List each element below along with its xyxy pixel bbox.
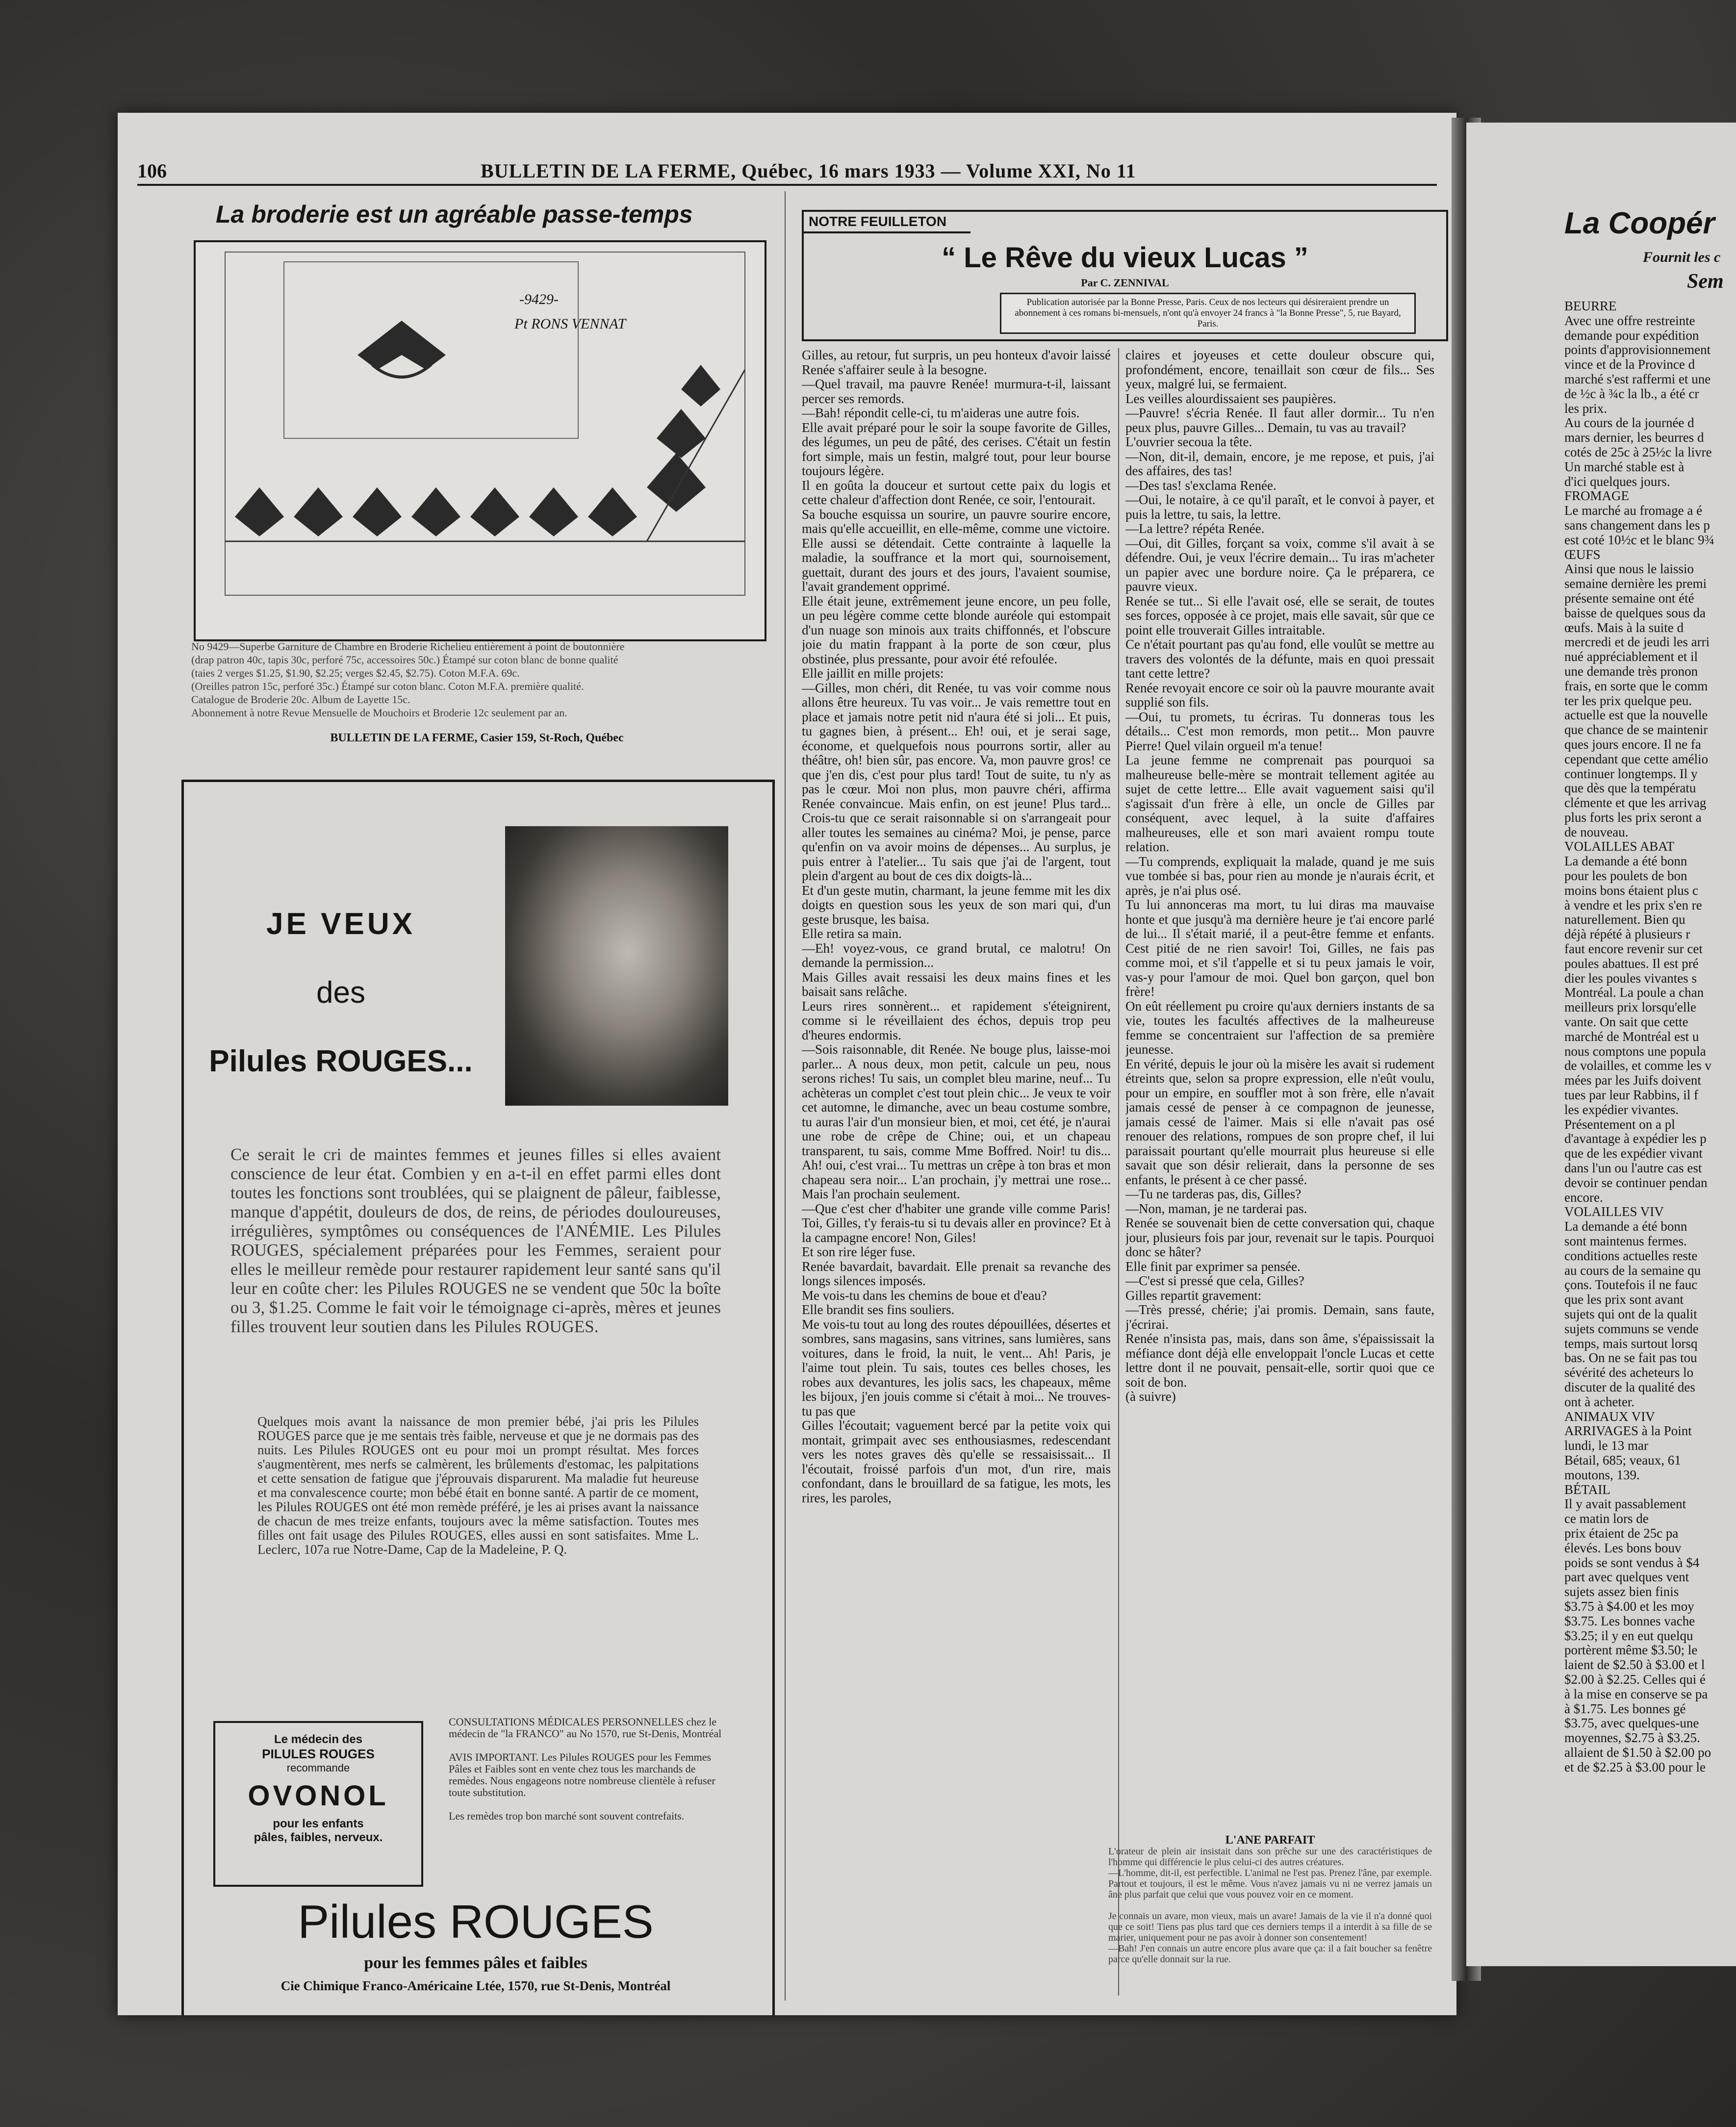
ovonol-line: pour les enfants (273, 1817, 364, 1830)
ad-headline-line: JE VEUX (266, 907, 415, 941)
embroidery-pattern-mark: Pt RONS VENNAT (514, 316, 626, 332)
ane-parfait-text: L'orateur de plein air insistait dans son prêche sur une des caractéristiques de l'homme qui différencie le plus celui-ci des autres créatures. —L'homme, dit-il, est perfectible. L'animal ne l'est pas. Prenez l'âne, par exemple. Partout et toujours, il est le même. Vous n'avez jamais vu ni ne verrez jamais un âne plus parfait que celui que vous pouvez voir en ce moment. Je connais un avare, mon vieux, mais un avare! Jamais de la vie il n'a donné quoi que ce soit! Tiens pas plus tard que ces derniers temps il a interdit à sa fille de se marier, uniquement pour ne pas avoir à donner son consentement! —Bah! J'en connais un autre encore plus avare que ça: il a fait boucher sa fenêtre parce qu'elle donnait sur la rue. (1108, 1846, 1432, 1965)
adjacent-page-title: La Coopér (1564, 206, 1715, 240)
feuilleton-column-1: Gilles, au retour, fut surpris, un peu honteux d'avoir laissé Renée s'affairer seule à la besogne. —Quel travail, ma pauvre Renée! murmura-t-il, laissant percer ses remords. —Bah! répondit celle-ci, tu m'aideras une autre fois. Elle avait préparé pour le soir la soupe favorite de Gilles, des légumes, un peu de pâté, des cerises. C'était un festin fort simple, mais un festin, malgré tout, pour leur bourse toujours légère. Il en goûta la douceur et surtout cette paix du logis et cette chaleur d'affection dont Renée, ce soir, l'entourait. Sa bouche esquissa un sourire, un pauvre sourire encore, mais qu'elle accueillit, en elle-même, comme une victoire. Elle aussi se détendait. Cette contrainte à laquelle la maladie, la souffrance et la mort qui, sournoisement, guettait, durant des jours et des jours, l'avaient soumise, l'avait grandement opprimé. Elle était jeune, extrêmement jeune encore, un peu folle, un peu légère comme cette blonde auréole qui estompait d'un nuage son minois aux traits chiffonnés, et l'obscure joie du matin frappant à la porte de son cœur, plus obstinée, plus pressante, pour avoir été refoulée. Elle jaillit en mille projets: —Gilles, mon chéri, dit Renée, tu vas voir comme nous allons être heureux. Tu vas voir... Je vais remettre tout en place et jamais notre petit nid n'aura été si joli... Et puis, tu gagnes bien, à présent... Eh! oui, et je serai sage, économe, et quelquefois nous pourrons sortir, aller au théâtre, oh! bien sûr, pas encore. Va, mon pauvre gros! ce que j'en dis, c'est pour plus tard! Tout de suite, tu n'y as pas le cœur. Moi non plus, mon pauvre chéri, affirma Renée convaincue. Mais enfin, on est jeune! Plus tard... Crois-tu que ce serait raisonnable si on s'arrangeait pour aller toutes les semaines au cinéma? Moi, je pense, parce qu'enfin on va avoir moins de dépenses... Au surplus, je puis entrer à l'atelier... Tu sais que j'ai de l'argent, tout plein d'argent au bout de ces dix doigts-là... Et d'un geste mutin, charmant, la jeune femme mit les dix doigts en question sous les yeux de son mari qui, d'un geste brusque, les baisa. Elle retira sa main. —Eh! voyez-vous, ce grand brutal, ce malotru! On demande la permission... Mais Gilles avait ressaisi les deux mains fines et les baisait sans relâche. Leurs rires sonnèrent... et rapidement s'éteignirent, comme si le réveillaient des échos, depuis trop peu d'heures endormis. —Sois raisonnable, dit Renée. Ne bouge plus, laisse-moi parler... A nous deux, mon petit, calcule un peu, nous serons riches! Tu sais, un complet bleu marine, neuf... Tu achèteras un complet c'est tout plein chic... Je veux te voir cet automne, le dimanche, avec un beau costume sombre, tu auras l'air d'un monsieur bien, et moi, cet été, je n'aurai une robe de crêpe de Chine; oui, et un chapeau transparent, tu sais, comme Mme Boffred. Noir! tu dis... Ah! oui, c'est vrai... Tu mettras un crêpe à ton bras et mon chapeau sera noir... L'an prochain, j'y mettrai une rose... Mais l'an prochain seulement. —Que c'est cher d'habiter une grande ville comme Paris! Toi, Gilles, t'y ferais-tu si tu devais aller en province? Et à la campagne encore! Non, Giles! Et son rire léger fuse. Renée bavardait, bavardait. Elle prenait sa revanche des longs silences imposés. Me vois-tu dans les chemins de boue et d'eau? Elle brandit ses fins souliers. Me vois-tu tout au long des routes dépouillées, désertes et sombres, sans magasins, sans vitrines, sans lumières, sans voitures, dans le froid, la nuit, le vent... Ah! Paris, je l'aime tout plein. Tu sais, toutes ces belles choses, les robes aux devantures, les jolis sacs, les chapeaux, même les bijoux, j'en jouis comme si c'était à moi... Ne trouves-tu pas que Gilles l'écoutait; vaguement bercé par la petite voix qui montait, grimpait avec ses enthousiasmes, redescendant vers les notes graves dès qu'elle se ressaisissait... Il l'écoutait, froissé parfois d'un mot, d'un rire, mais confondant, dans le brouillard de sa fatigue, les mots, les rires, les paroles, (802, 348, 1111, 1505)
embroidery-illustration (194, 240, 766, 641)
embroidery-title: La broderie est un agréable passe-temps (216, 201, 693, 228)
ovonol-line: pâles, faibles, nerveux. (254, 1831, 383, 1844)
header-rule (137, 184, 1437, 186)
embroidery-pattern-number: -9429- (519, 291, 559, 307)
column-rule (1118, 348, 1119, 1996)
adjacent-page-subtitle: Fournit les c (1643, 249, 1721, 265)
adjacent-page (1466, 123, 1736, 1966)
adjacent-page-text: BEURRE Avec une offre restreinte demande pour expédition points d'approvisionnement vince et de la Province d marché s'est raffermi et une de ½c à ¾c la lb., a été cr les prix. Au cours de la journée d mars dernier, les beurres d cotés de 25c à 25½c la livre Un marché stable est à d'ici quelques jours. FROMAGE Le marché au fromage a é sans changement dans les p est coté 10½c et le blanc 9¾ ŒUFS Ainsi que nous le laissio semaine dernière les premi présente semaine ont été baisse de quelques sous da œufs. Mais à la suite d mercredi et de jeudi les arri nué appréciablement et il une demande très pronon frais, en sorte que le comm ter les prix quelque peu. actuelle est que la nouvelle que chance de se maintenir ques jours encore. Il ne fa cependant que cette amélio continuer longtemps. Il y que dès que la températu clémente et que les arrivag plus forts les prix seront a de nouveau. VOLAILLES ABAT La demande a été bonn pour les poulets de bon moins bons étaient plus c à vendre et les prix s'en re naturellement. Bien qu déjà répété à plusieurs r faut encore revenir sur cet poules abattues. Il est pré dier les poules vivantes s Montréal. La poule a chan meilleurs prix lorsqu'elle vante. On sait que cette marché de Montréal est u nous comptons une popula de volailles, et comme les v mées par les Juifs doivent tues par leur Rabbins, il f les expédier vivantes. Présentement on a pl d'avantage à expédier les p que de les expédier vivant dans l'un ou l'autre cas est devoir se continuer pendan encore. VOLAILLES VIV La demande a été bonn sont maintenus fermes. conditions actuelles reste au cours de la semaine qu çons. Toutefois il ne fauc que les prix sont avant sujets qui ont de la qualit sujets communs se vende temps, mais surtout lorsq bas. On ne se fait pas tou sévérité des acheteurs lo discuter de la qualité des ont à acheter. ANIMAUX VIV ARRIVAGES à la Point lundi, le 13 mar Bétail, 685; veaux, 61 moutons, 139. BÉTAIL Il y avait passablement ce matin lors de prix étaient de 25c pa élevés. Les bons bouv poids se sont vendus à $4 part avec quelques vent sujets assez bien finis $3.75 à $4.00 et les moy $3.75. Les bonnes vache $3.25; il y en eut quelqu portèrent même $3.50; le laient de $2.50 à $3.00 et l $2.00 à $2.25. Celles qui é à la mise en conserve se pa à $1.75. Les bonnes gé $3.75, avec quelques-une moyennes, $2.75 à $3.25. allaient de $1.50 à $2.00 po et de $2.25 à $3.00 pour le (1564, 299, 1714, 1774)
embroidery-drawing (196, 242, 765, 639)
ovonol-brand: OVONOL (248, 1780, 389, 1812)
pilules-rouges-ad (181, 780, 775, 2015)
ad-headline (204, 890, 478, 1096)
ad-brand-subtitle: pour les femmes pâles et faibles (364, 1954, 587, 1972)
woman-portrait-photo (505, 826, 728, 1106)
adjacent-page-subtitle-2: Sem (1687, 270, 1724, 293)
ovonol-box (213, 1721, 423, 1887)
page-number: 106 (137, 160, 167, 182)
ovonol-line: Le médecin des (274, 1733, 363, 1746)
feuilleton-tag: NOTRE FEUILLETON (804, 212, 970, 233)
feuilleton-author: Par C. ZENNIVAL (1081, 277, 1169, 289)
page-header-title: BULLETIN DE LA FERME, Québec, 16 mars 1933 — Volume XXI, No 11 (481, 160, 1136, 182)
ovonol-line: PILULES ROUGES (262, 1747, 375, 1761)
ad-consultation-notice: CONSULTATIONS MÉDICALES PERSONNELLES chez le médecin de "la FRANCO" au No 1570, rue St-Denis, Montréal AVIS IMPORTANT. Les Pilules ROUGES pour les Femmes Pâles et Faibles sont en vente chez tous les marchands de remèdes. Nous engageons notre nombreuse clientèle à refuser toute substitution. Les remèdes trop bon marché sont souvent contrefaits. (449, 1716, 722, 1822)
ad-company: Cie Chimique Franco-Américaine Ltée, 1570, rue St-Denis, Montréal (281, 1978, 671, 1993)
ovonol-line: recommande (286, 1762, 350, 1774)
feuilleton-header (802, 210, 1448, 341)
embroidery-address: BULLETIN DE LA FERME, Casier 159, St-Roch, Québec (330, 732, 624, 744)
ad-brand: Pilules ROUGES (298, 1896, 654, 1948)
feuilleton-column-2: claires et joyeuses et cette douleur obscure qui, profondément, encore, tenaillait son cœur de fils... Ses yeux, malgré lui, se fermaient. Les veilles alourdissaient ses paupières. —Pauvre! s'écria Renée. Il faut aller dormir... Tu n'en peux plus, pauvre Gilles... Demain, tu vas au travail? L'ouvrier secoua la tête. —Non, dit-il, demain, encore, je me repose, et puis, j'ai des affaires, des tas! —Des tas! s'exclama Renée. —Oui, le notaire, à ce qu'il paraît, et le convoi à payer, et puis la lettre, tu sais, la lettre. —La lettre? répéta Renée. —Oui, dit Gilles, forçant sa voix, comme s'il avait à se défendre. Oui, je veux l'écrire demain... Tu iras m'acheter un papier avec une bordure noire. Ça le préparera, ce pauvre vieux. Renée se tut... Si elle l'avait osé, elle se serait, de toutes ses forces, opposée à ce projet, mais elle savait, sûr que ce point elle trouverait Gilles intraitable. Ce n'était pourtant pas qu'au fond, elle voulût se mettre au travers des volontés de la défunte, mais en quoi pressait tant cette lettre? Renée revoyait encore ce soir où la pauvre mourante avait supplié son fils. —Oui, tu promets, tu écriras. Tu donneras tous les détails... C'est mon remords, mon petit... Mon pauvre Pierre! Quel vilain orgueil m'a tenue! La jeune femme ne comprenait pas pourquoi sa malheureuse belle-mère se montrait tellement agitée au sujet de cette lettre... Elle avait vaguement saisi qu'il s'agissait d'un frère à elle, un oncle de Gilles par conséquent, avec lequel, à la suite d'affaires malheureuses, elle et son mari avaient rompu toute relation. —Tu comprends, expliquait la malade, quand je me suis vue tombée si bas, pour rien au monde je n'aurais écrit, et après, je n'ai plus osé. Tu lui annonceras ma mort, tu lui diras ma mauvaise honte et que jusqu'à ma dernière heure je t'ai encore parlé de lui... Il s'était marié, il a peut-être femme et enfants. Cest pitié de ne rien savoir! Toi, Gilles, ne fais pas comme moi, et s'il t'appelle et si tu peux jamais le voir, vas-y pour l'amour de moi. Quel bon garçon, quel bon frère! On eût réellement pu croire qu'aux derniers instants de sa vie, toutes les facultés affectives de la malheureuse femme se concentraient sur l'affection de sa première jeunesse. En vérité, depuis le jour où la misère les avait si rudement étreints que, selon sa propre expression, elle n'eût voulu, pour un empire, en souffler mot à son frère, elle n'avait jamais cessé de penser à ce compagnon de jeunesse, jamais cessé de l'aimer. Mais si elle n'avait pas osé renouer des relations, rompues de son propre chef, il lui paraissait pourtant qu'elle mourrait plus heureuse si elle savait que son désir relierait, dans la personne de ses enfants, le présent à ce cher passé. —Tu ne tarderas pas, dis, Gilles? —Non, maman, je ne tarderai pas. Renée se souvenait bien de cette conversation qui, chaque jour, plusieurs fois par jour, revenait sur le tapis. Pourquoi donc se hâter? Elle finit par exprimer sa pensée. —C'est si pressé que cela, Gilles? Gilles repartit gravement: —Très pressé, chérie; j'ai promis. Demain, sans faute, j'écrirai. Renée n'insista pas, mais, dans son âme, s'épaississait la méfiance dont déjà elle enveloppait l'oncle Lucas et cette lettre dont il ne pouvait, pensait-elle, sortir quoi que ce soit de bon. (à suivre) (1125, 348, 1434, 1404)
embroidery-caption: No 9429—Superbe Garniture de Chambre en Broderie Richelieu entièrement à point de boutonnière (drap patron 40c, tapis 30c, perforé 75c, accessoires 50c.) Étampé sur coton blanc de bonne qualité (taies 2 verges $1.25, $1.90, $2.25; verges $2.45, $2.75). Coton M.F.A. 69c. (Oreilles patron 15c, perforé 35c.) Étampé sur coton blanc. Coton M.F.A. première qualité. Catalogue de Broderie 20c. Album de Layette 15c. Abonnement à notre Revue Mensuelle de Mouchoirs et Broderie 12c seulement par an. (191, 640, 625, 719)
ad-testimonial: Quelques mois avant la naissance de mon premier bébé, j'ai pris les Pilules ROUGES parce que je me sentais très faible, nerveuse et que je ne dormais pas des nuits. Les Pilules ROUGES ont eu pour moi un prompt résultat. Mes forces s'augmentèrent, mes nerfs se calmèrent, les brûlements d'estomac, les palpitations et cette sensation de fatigue que j'éprouvais disparurent. Ma maladie fut heureuse et ma convalescence courte; mon bébé était en bonne santé. A partir de ce moment, les Pilules ROUGES ont été mon remède préféré, je les ai prises avant la naissance de chacun de mes treize enfants, toujours avec la même satisfaction. Toutes mes filles ont fait usage des Pilules ROUGES, elles aussi en sont satisfaites. Mme L. Leclerc, 107a rue Notre-Dame, Cap de la Madeleine, P. Q. (257, 1414, 699, 1557)
newspaper-page (118, 113, 1456, 2015)
ad-body-text: Ce serait le cri de maintes femmes et jeunes filles si elles avaient conscience de leur état. Combien y en a-t-il en effet parmi elles dont toutes les fonctions sont troublées, qui se plaignent de pâleur, faiblesse, manque d'appétit, douleurs de dos, de reins, de périodes douloureuses, irrégulières, symptômes ou conséquences de l'ANÉMIE. Les Pilules ROUGES, spécialement préparées pour les Femmes, seraient pour elles le meilleur remède pour restaurer rapidement leur santé sans qu'il leur en coûte cher: les Pilules ROUGES ne se vendent que 50c la boîte ou 3, $1.25. Comme le fait voir le témoignage ci-après, mères et jeunes filles trouvent leur soutien dans les Pilules ROUGES. (230, 1145, 721, 1336)
feuilleton-note: Publication autorisée par la Bonne Presse, Paris. Ceux de nos lecteurs qui désireraient prendre un abonnement à ces romans bi-mensuels, n'ont qu'à envoyer 24 francs à "la Bonne Presse", 5, rue Bayard, Paris. (1000, 293, 1416, 334)
ane-parfait-title: L'ANE PARFAIT (1225, 1834, 1315, 1847)
ad-headline-line: Pilules ROUGES... (209, 1044, 473, 1078)
column-rule (785, 191, 786, 2000)
feuilleton-title: “ Le Rêve du vieux Lucas ” (942, 242, 1308, 274)
ad-headline-line: des (316, 976, 365, 1010)
